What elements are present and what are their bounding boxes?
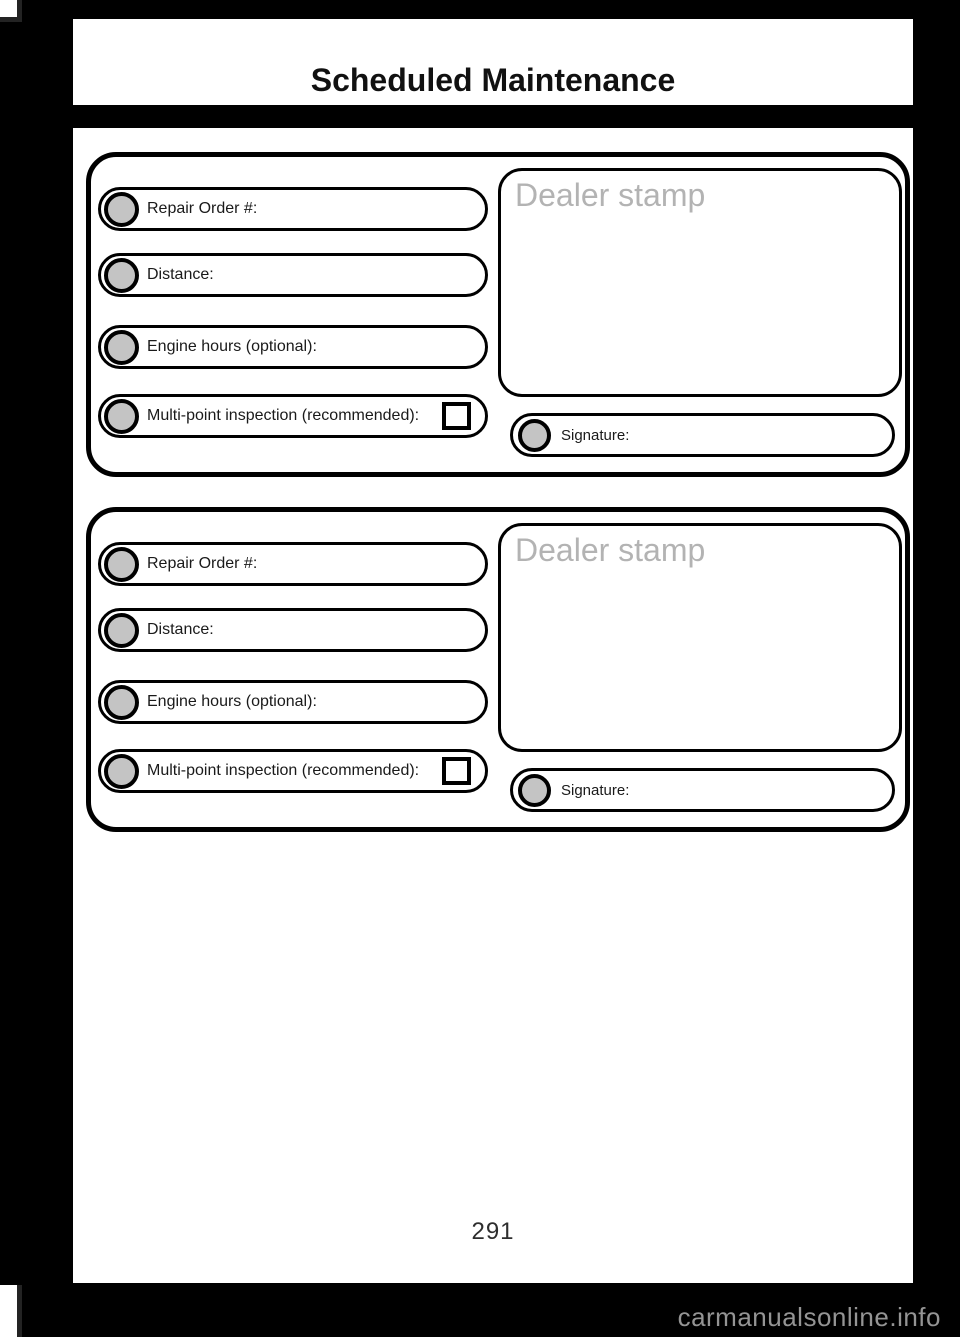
field-label: Multi-point inspection (recommended): (147, 762, 420, 779)
field-label: Distance: (147, 621, 214, 638)
field-repair-order (98, 187, 488, 231)
field-engine-hours (98, 325, 488, 369)
empty-checkbox-icon (442, 757, 471, 785)
watermark-link[interactable]: carmanualsonline.info (677, 1302, 941, 1332)
service-record-card (86, 152, 910, 477)
field-engine-hours (98, 680, 488, 724)
field-label: Engine hours (optional): (147, 693, 317, 710)
field-multi-point-inspection (98, 749, 488, 793)
empty-checkbox-icon (442, 402, 471, 430)
dealer-stamp-box (498, 523, 902, 752)
bullet-circle-icon (104, 613, 139, 648)
page-title: Scheduled Maintenance (310, 62, 676, 98)
bullet-circle-icon (104, 547, 139, 582)
field-signature (510, 768, 895, 812)
field-label: Repair Order #: (147, 555, 258, 572)
bullet-circle-icon (104, 192, 139, 227)
bullet-circle-icon (104, 330, 139, 365)
bullet-circle-icon (518, 774, 551, 807)
field-label: Distance: (147, 266, 214, 283)
field-label: Engine hours (optional): (147, 338, 317, 355)
service-record-card (86, 507, 910, 832)
crop-mark-bottom-left (0, 1285, 22, 1337)
dealer-stamp-placeholder: Dealer stamp (515, 532, 706, 568)
dealer-stamp-box (498, 168, 902, 397)
field-distance (98, 608, 488, 652)
field-label: Multi-point inspection (recommended): (147, 407, 420, 424)
field-repair-order (98, 542, 488, 586)
bullet-circle-icon (104, 754, 139, 789)
field-label: Repair Order #: (147, 200, 258, 217)
field-signature (510, 413, 895, 457)
dealer-stamp-placeholder: Dealer stamp (515, 177, 706, 213)
signature-label: Signature: (561, 781, 630, 799)
page-header (73, 19, 913, 105)
field-multi-point-inspection (98, 394, 488, 438)
signature-label: Signature: (561, 426, 630, 444)
bullet-circle-icon (104, 399, 139, 434)
page-number: 291 (471, 1218, 515, 1245)
bullet-circle-icon (104, 258, 139, 293)
content-area (73, 128, 913, 1283)
bullet-circle-icon (104, 685, 139, 720)
crop-mark-top-left (0, 0, 22, 22)
bullet-circle-icon (518, 419, 551, 452)
field-distance (98, 253, 488, 297)
